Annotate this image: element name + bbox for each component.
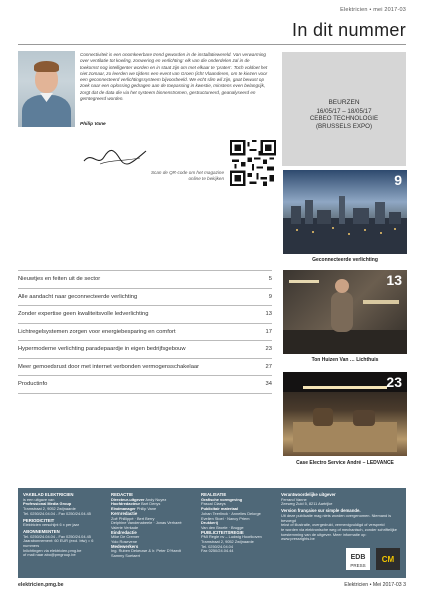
feature-page-number: 23	[386, 374, 402, 390]
colophon-text: Tramstraat 2, 9052 Zwijnaarde	[23, 506, 76, 512]
colophon-text: Ferrand Vanne	[281, 496, 307, 502]
colophon-text: Sammy Soetaert	[111, 553, 140, 559]
editorial-text: Connectiviteit is een onomkeerbare trend geworden in de installatiewereld. Van verwarming over ventilatie tot koeling, zonwering en verlichting: elk van die onderdelen zal in de toekomst nog intelligenter worden en in staat zijn om met elkaar te ‘praten’. Toch voldoet het niet zomaar, zo leerden we tijdens een event van Groen (icht Vlaanderen, om te kiezen voor een geconnecteerd verlichtingssysteem bijvoorbeeld. We echt slim wil zijn, gaat bewust op zoek naar een oplossing gedragen aan de toepassing in kwestie, minstens even belangrijk, zorgt dat de data die via het systeem binnenstromen, gestructureerd, geanalyseerd en geïntegreerd worden.	[80, 52, 268, 102]
logo-cm: CM	[381, 555, 395, 564]
colophon-production	[201, 493, 276, 554]
editorial-author: Philip Vane	[80, 122, 106, 127]
toc-page: 5	[268, 276, 272, 283]
colophon-text: Fax 0250/24.04.44	[201, 548, 234, 554]
colophon-heading: PERIODICITEIT	[23, 517, 55, 523]
qr-caption: Scan de QR-code om het magazine online te bekijken	[150, 170, 224, 181]
toc-item[interactable]	[18, 323, 272, 341]
toc-page: 13	[265, 311, 272, 318]
colophon-heading: REALISATIE	[201, 492, 227, 497]
colophon-text: Zoë Phillippé · Bert Berry	[111, 515, 155, 521]
colophon-text: tekst of illustratie, overgedrukt, vermenigvuldigd of verspreid	[281, 522, 385, 528]
author-signature	[80, 145, 150, 169]
qr-code[interactable]	[230, 140, 276, 186]
colophon-text: Yolo Rosevene	[111, 539, 138, 545]
colophon-heading: Verantwoordelijke uitgever	[281, 492, 336, 497]
colophon-legal	[281, 493, 401, 542]
colophon-text: Tel. 0250/24.04.04	[201, 543, 234, 549]
colophon-text: Ing. Ruben Dekeuwe & Ir. Peter D’Haedt	[111, 548, 181, 554]
colophon-text: te worden via elektronische weg of mechanisch, zonder schriftelijke	[281, 526, 397, 532]
feature-page-number: 9	[394, 172, 402, 188]
event-location: (BRUSSELS EXPO)	[315, 122, 373, 130]
colophon-heading: Medewerkers	[111, 543, 139, 549]
colophon-text: Delphine Vandenabeele · Jonas Verhaeè	[111, 520, 182, 526]
magazine-issue-label: Elektricien • mei 2017-03	[340, 7, 406, 13]
feature-image-connected-lighting[interactable]	[283, 170, 407, 254]
toc-title: Lichtregelsystemen zorgen voor energiebesparing en comfort	[18, 328, 176, 335]
colophon-heading: ABONNEMENTEN	[23, 528, 60, 534]
colophon-text: toestemming van de uitgever. Meer informatie op: www.pressrights.be	[281, 531, 367, 542]
toc-title: Productinfo	[18, 381, 48, 388]
page-title: In dit nummer	[292, 20, 406, 40]
toc-title: Alle aandacht naar geconnecteerde verlichting	[18, 293, 138, 300]
colophon-role: Grafische vormgeving	[201, 496, 243, 502]
toc-page: 17	[265, 328, 272, 335]
toc-title: Zonder expertise geen kwaliteitsvolle ledverlichting	[18, 311, 149, 318]
colophon-text: Johan Teerlinck · Annelies Delorge	[201, 510, 261, 516]
feature-caption: Geconnecteerde verlichting	[312, 257, 378, 263]
table-of-contents	[18, 270, 272, 394]
colophon-text: of mail naar abo@pmgroup.be	[23, 552, 76, 558]
feature-image-lighting-showroom[interactable]	[283, 270, 407, 354]
colophon-text: Uit deze publicatie mag niets worden overgenomen. Niemand is bevoegd	[281, 512, 392, 523]
colophon-role: Hoofdredacteur	[111, 501, 140, 507]
member-logos	[346, 548, 402, 575]
publisher-name: Professional Media Group	[23, 501, 72, 507]
colophon-text: Inlichtingen via elektricien.pmg.be	[23, 547, 82, 553]
website-link[interactable]: elektricien.pmg.be	[18, 582, 64, 588]
toc-item[interactable]	[18, 375, 272, 394]
toc-page: 34	[265, 381, 272, 388]
colophon-text: Van den Broele · Brugge	[201, 524, 244, 530]
colophon-text: Philip Vane	[136, 506, 157, 512]
toc-page: 9	[268, 293, 272, 300]
colophon-heading: PUBLICITEITSREGIE	[201, 529, 244, 535]
toc-title: Hypermoderne verlichting paradepaardje in eigen bedrijfsgebouw	[18, 346, 186, 353]
colophon-text: Tel. 0250/24.04.04 - Fax 0250/24.04.45	[23, 510, 91, 516]
event-name: CEBEO TECHNOLOGIE	[309, 115, 379, 123]
city-skyline-graphic	[283, 170, 407, 254]
colophon-heading: REDACTIE	[111, 492, 133, 497]
page-footer-number: Elektricien • Mei 2017-03 3	[344, 582, 406, 588]
colophon-text: Zeeweg Zuid 5, 8211 Aartrijke	[281, 501, 333, 507]
colophon-text: Bart Denys	[141, 501, 161, 507]
events-details	[282, 108, 406, 130]
colophon-publisher	[23, 493, 108, 558]
colophon-text: Elektricien verschijnt 6 x per jaar	[23, 522, 80, 528]
toc-title: Meer gemoedsrust door met internet verbonden vermogensschakelaar	[18, 363, 200, 370]
header-divider	[18, 44, 406, 45]
colophon-text: PMI Regie nv – Ludwig Hoorikoven	[201, 534, 262, 540]
toc-item[interactable]	[18, 305, 272, 323]
toc-title: Nieuwtjes en feiten uit de sector	[18, 276, 101, 283]
colophon	[18, 488, 406, 578]
toc-page: 27	[265, 363, 272, 370]
colophon-text: Tel. 0250/24.04.04 - Fax 0250/24.04.45	[23, 533, 91, 539]
toc-page: 23	[265, 346, 272, 353]
logo-edb: EDB	[350, 554, 366, 561]
colophon-text: Mike De Cremer	[111, 534, 140, 540]
press-logos-icon	[346, 548, 402, 570]
events-title: BEURZEN	[328, 99, 360, 106]
toc-item[interactable]	[18, 270, 272, 288]
feature-caption: Case Electro Service André – LEDVANCE	[296, 460, 394, 466]
editor-portrait	[18, 51, 75, 127]
toc-item[interactable]	[18, 288, 272, 306]
colophon-text: is een uitgave van	[23, 496, 55, 502]
colophon-role: Directeur-uitgever	[111, 496, 145, 502]
colophon-role: Eindmanager	[111, 506, 136, 512]
feature-image-case-study[interactable]	[283, 372, 407, 456]
colophon-role: Drukkerij	[201, 520, 218, 526]
colophon-role: Publicitair materiaal	[201, 506, 238, 512]
colophon-heading: Version française sur simple demande.	[281, 508, 361, 514]
colophon-text: Tramstraat 2, 9052 Zwijnaarde	[201, 539, 254, 545]
colophon-text: Jaarabonnement: 60 EUR (excl. btw) = 6 nummers	[23, 538, 94, 549]
feature-page-number: 13	[386, 272, 402, 288]
colophon-text: Evelien Stoel · Nancy Priem	[201, 515, 250, 521]
colophon-text: Pascal Claeys	[201, 501, 226, 507]
feature-caption: Ton Huizen Van … Lichthuis	[311, 357, 379, 363]
colophon-heading: VAKBLAD ELEKTRICIEN	[23, 492, 74, 497]
logo-press: PRESS	[350, 563, 366, 568]
colophon-text: Valerie Verkade	[111, 524, 139, 530]
colophon-heading: Eindredactie	[111, 529, 137, 535]
event-dates: 16/05/17 – 18/05/17	[316, 108, 372, 115]
colophon-editorial	[111, 493, 197, 559]
colophon-heading: Kernredactie	[111, 510, 138, 516]
colophon-text: Andy Nuyez	[145, 496, 167, 502]
toc-item[interactable]	[18, 340, 272, 358]
toc-item[interactable]	[18, 358, 272, 376]
